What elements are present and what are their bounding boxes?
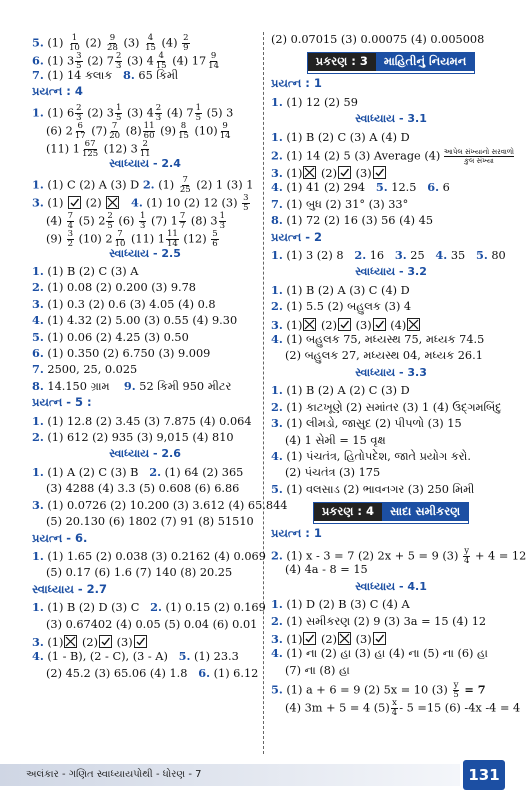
check-box-icon [338, 166, 351, 179]
answer-line: 1. (1) B (2) A (2) C (3) D [271, 383, 410, 398]
cross-box-icon [303, 166, 316, 179]
check-box-icon [373, 166, 386, 179]
answer-line: (4) 3m + 5 = 4 (5) $\frac{x}{4}$ - 5 =15 (6) -4x -4 = 4 [285, 698, 521, 719]
answer-line: 3. (1) લીમડો, જાસુદ (2) પીપળો (3) 15 [271, 416, 462, 431]
check-box-icon [303, 632, 316, 645]
answer-line: 2. (1) 5.5 (2) બહુલક (3) 4 [271, 299, 412, 314]
answer-line: 1. (1) B (2) C (3) A [32, 264, 139, 279]
section-heading: પ્રયત્ન - 6. [32, 530, 88, 545]
answer-line: 4. (1 - B), (2 - C), (3 - A) 5. (1) 23.3 [32, 649, 239, 664]
chapter-number: પ્રકરણ : 4 [314, 503, 382, 521]
answer-line: 1. (1) 12 (2) 59 [271, 94, 358, 109]
footer-title: અલંકાર - ગણિત સ્વાધ્યાયપોથી - ધોરણ - 7 [26, 769, 202, 780]
section-heading: પ્રયત્ન - 5 : [32, 395, 92, 410]
answer-line: 5. (1) 0.06 (2) 4.25 (3) 0.50 [32, 329, 189, 344]
chapter-banner [271, 52, 511, 74]
answer-line: 5. (1) $\frac{1}{10}$ (2) $\frac{9}{28}$ (3) $\frac{4}{15}$ (4) $\frac{2}{9}$ [32, 33, 189, 53]
exercise-heading: સ્વાધ્યાય - 3.3 [355, 365, 427, 379]
answer-line: 1. (1) C (2) A (3) D 2. (1) $\frac{7}{25}$ (2) 1 (3) 1 [32, 175, 254, 196]
cross-box-icon [407, 318, 420, 331]
answer-line: (4) 1 સેમી = 15 વૃક્ષ [285, 433, 386, 447]
page-number: 131 [463, 760, 505, 790]
answer-line: 6. (1) 3 $\frac{3}{5}$ (2) 7 $\frac{2}{3}$ (3) 4 $\frac{4}{15}$ (4) 17 $\frac{9}{14}$ [32, 50, 219, 71]
answer-line: 3. (1) (2) 4. (1) 10 (2) 12 (3) $\frac{3}{5}$ [32, 193, 249, 214]
answer-line: 3. (1) 0.3 (2) 0.6 (3) 4.05 (4) 0.8 [32, 296, 216, 311]
answer-line: 4. (1) 41 (2) 294 5. 12.5 6. 6 [271, 180, 450, 195]
section-heading: પ્રયત્ન : 4 [32, 83, 83, 98]
answer-line: 4. (1) પંચતંત્ર, હિતોપદેશ, જાતે પ્રયોગ કરો. [271, 448, 471, 463]
chapter-banner [271, 502, 511, 524]
answer-line: 1. (1) 6 $\frac{2}{3}$ (2) 3 $\frac{1}{5}$ (3) 4 $\frac{2}{3}$ (4) 7 $\frac{1}{5}$ (5) 3 [32, 103, 234, 124]
answer-line: 2. (1) કાટખૂણે (2) સમાંતર (3) 1 (4) ઉદ્‌ગમબિંદુ [271, 399, 502, 414]
cross-box-icon [338, 632, 351, 645]
check-box-icon [373, 318, 386, 331]
answer-line: 1. (1) 3 (2) 8 2. 16 3. 25 4. 35 5. 80 [271, 248, 506, 263]
answer-line: 3. (1) (2) (3) [32, 635, 258, 651]
answer-line: 2. (1) 14 (2) 5 (3) Average (4) આપેલ સંખ્યાનો સરવાળો કુલ સંખ્યા [271, 148, 515, 166]
section-heading: પ્રયત્ન : 1 [271, 526, 322, 541]
exercise-heading: સ્વાધ્યાય - 3.2 [355, 265, 427, 279]
answer-line: (11) 1 $\frac{67}{125}$ (12) 3 $\frac{2}{11}$ [46, 139, 151, 160]
exercise-heading: સ્વાધ્યાય - 4.1 [355, 579, 427, 593]
answer-line: (2) 0.07015 (3) 0.00075 (4) 0.005008 [271, 33, 485, 46]
section-heading: સ્વાધ્યાય - 2.7 [32, 581, 108, 596]
exercise-heading: સ્વાધ્યાય - 2.4 [109, 156, 181, 170]
answer-line: 1. (1) A (2) C (3) B 2. (1) 64 (2) 365 [32, 464, 244, 479]
answer-line: 1. (1) 1.65 (2) 0.038 (3) 0.2162 (4) 0.069 [32, 549, 266, 564]
right-column [271, 33, 527, 719]
answer-line: 7. (1) બુધ (2) 31° (3) 33° [271, 196, 409, 211]
answer-line: (5) 0.17 (6) 1.6 (7) 140 (8) 20.25 [46, 566, 233, 580]
exercise-heading: સ્વાધ્યાય - 2.6 [109, 447, 181, 461]
answer-line: 2. (1) 612 (2) 935 (3) 9,015 (4) 810 [32, 430, 234, 445]
cross-box-icon [106, 196, 119, 209]
exercise-heading: સ્વાધ્યાય - 3.1 [355, 112, 427, 126]
answer-line: 8. (1) 72 (2) 16 (3) 56 (4) 45 [271, 213, 434, 228]
answer-line: (2) પંચતંત્ર (3) 175 [285, 466, 381, 480]
answer-line: 1. (1) D (2) B (3) C (4) A [271, 597, 410, 612]
answer-line: 8. 14.150 ગ્રામ 9. 52 કિમી 950 મીટર [32, 378, 232, 393]
cross-box-icon [303, 318, 316, 331]
exercise-heading: સ્વાધ્યાય - 2.5 [109, 246, 181, 260]
answer-line: 7. (1) 14 કલાક 8. 65 કિમી [32, 67, 179, 82]
answer-line: 1. (1) B (2) A (3) C (4) D [271, 282, 410, 297]
chapter-number: પ્રકરણ : 3 [308, 53, 376, 71]
answer-line: (6) 2 $\frac{6}{17}$ (7) $\frac{7}{20}$ (8) $\frac{11}{60}$ (9) $\frac{8}{15}$ (10) $\frac{9}{14}$ [46, 121, 231, 142]
cross-box-icon [64, 635, 77, 648]
answer-line: 3. (1) (2) (3) [271, 632, 511, 648]
answer-line: (2) બહુલક 27, મધ્યસ્થ 04, મધ્યક 26.1 [285, 349, 483, 363]
answer-line: 6. (1) 0.350 (2) 6.750 (3) 9.009 [32, 346, 211, 361]
answer-line: (2) 45.2 (3) 65.06 (4) 1.8 6. (1) 6.12 [46, 665, 259, 680]
answer-line: 5. (1) a + 6 = 9 (2) 5x = 10 (3) $\frac{y}{5}$ = 7 [271, 680, 486, 701]
answer-line: (4) $\frac{7}{4}$ (5) 2 $\frac{2}{5}$ (6) $\frac{1}{3}$ (7) 1 $\frac{7}{7}$ (8) 3 $\frac{1}{3}$ [46, 210, 226, 231]
answer-line: (9) $\frac{3}{2}$ (10) 2 $\frac{7}{10}$ (11) 1 $\frac{11}{14}$ (12) $\frac{5}{6}$ [46, 228, 218, 249]
check-box-icon [68, 196, 81, 209]
page-footer [0, 758, 530, 795]
answer-line: 7. 2500, 25, 0.025 [32, 362, 138, 377]
column-divider [263, 32, 264, 754]
answer-line: 2. (1) 0.08 (2) 0.200 (3) 9.78 [32, 280, 196, 295]
answer-line: 3. (1) (2) (3) (4) [271, 318, 511, 334]
check-box-icon [338, 318, 351, 331]
answer-line: 1. (1) 12.8 (2) 3.45 (3) 7.875 (4) 0.064 [32, 413, 252, 428]
answer-line: (4) 4a - 8 = 15 [285, 563, 368, 577]
answer-line: 3. (1) 0.0726 (2) 10.200 (3) 3.612 (4) 65.844 [32, 497, 288, 512]
answer-line: 1. (1) B (2) C (3) A (4) D [271, 129, 410, 144]
answer-line: 3. (1) (2) (3) [271, 166, 511, 182]
check-box-icon [99, 635, 112, 648]
section-heading: પ્રયત્ન - 2 [271, 229, 323, 244]
check-box-icon [134, 635, 147, 648]
chapter-title: સાદા સમીકરણ [382, 503, 468, 521]
answer-line: 1. (1) B (2) D (3) C 2. (1) 0.15 (2) 0.169 [32, 600, 266, 615]
answer-line: (7) ના (8) હા [285, 663, 350, 677]
answer-line: 4. (1) બહુલક 75, મધ્યસ્થ 75, મધ્યક 74.5 [271, 332, 485, 347]
answer-line: 5. (1) વલસાડ (2) ભાવનગર (3) 250 મિમી [271, 481, 475, 496]
answer-line: 2. (1) x - 3 = 7 (2) 2x + 5 = 9 (3) $\frac{y}{4}$ + 4 = 12 [271, 545, 527, 566]
answer-line: (3) 4288 (4) 3.3 (5) 0.608 (6) 6.86 [46, 482, 240, 496]
chapter-title: માહિતીનું નિયમન [376, 53, 474, 71]
answer-line: 2. (1) સમીકરણ (2) 9 (3) 3a = 15 (4) 12 [271, 613, 487, 628]
left-column [32, 33, 288, 684]
answer-line: (3) 0.67402 (4) 0.05 (5) 0.04 (6) 0.01 [46, 617, 258, 631]
section-heading: પ્રયત્ન : 1 [271, 76, 322, 91]
check-box-icon [373, 632, 386, 645]
answer-line: 4. (1) ના (2) હા (3) હા (4) ના (5) ના (6) હા [271, 646, 488, 661]
answer-line: (5) 20.130 (6) 1802 (7) 91 (8) 51510 [46, 515, 254, 529]
answer-line: 4. (1) 4.32 (2) 5.00 (3) 0.55 (4) 9.30 [32, 313, 238, 328]
